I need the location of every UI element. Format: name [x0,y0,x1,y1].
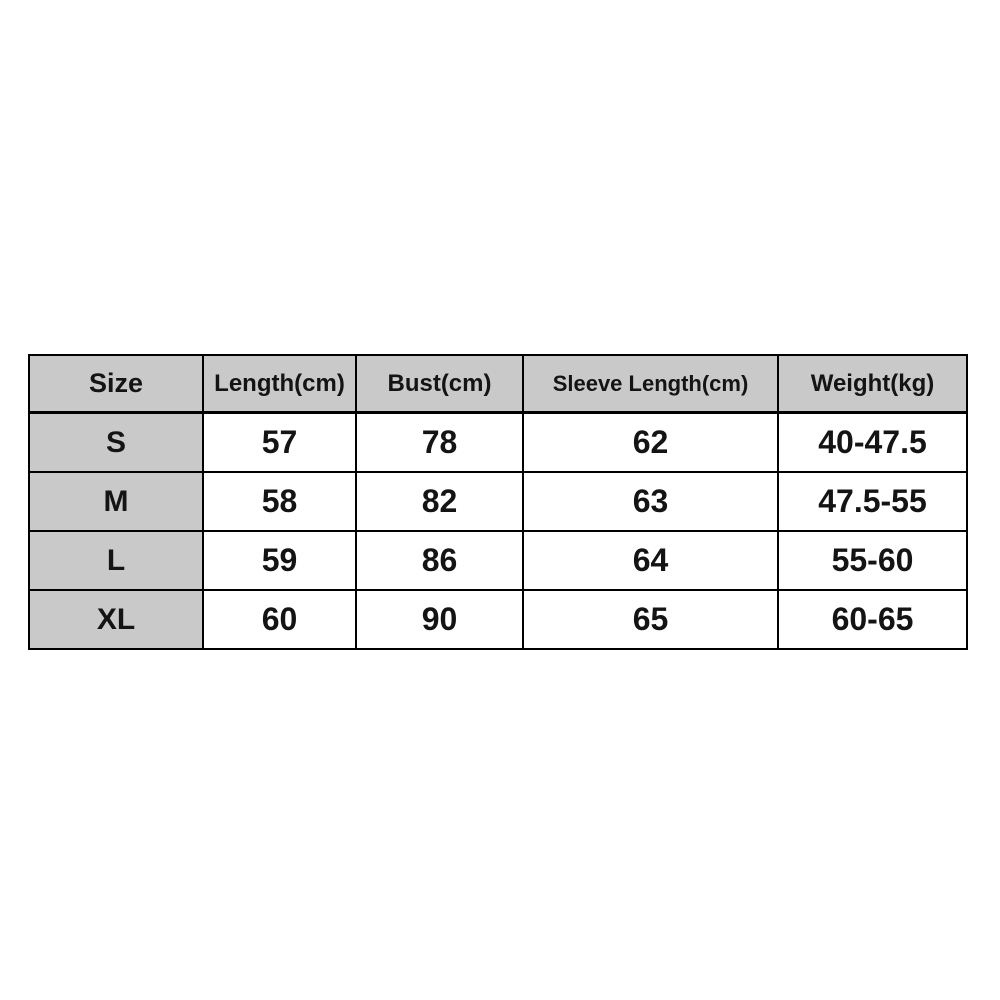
cell-sleeve-xl: 65 [523,590,778,649]
column-header-sleeve-length: Sleeve Length(cm) [523,355,778,413]
cell-bust-xl: 90 [356,590,523,649]
cell-length-xl: 60 [203,590,356,649]
cell-weight-l: 55-60 [778,531,967,590]
cell-size-xl: XL [29,590,203,649]
column-header-size: Size [29,355,203,413]
cell-length-s: 57 [203,413,356,473]
size-chart-table [28,354,968,650]
table-row-m [29,472,967,531]
cell-weight-m: 47.5-55 [778,472,967,531]
cell-weight-xl: 60-65 [778,590,967,649]
cell-size-s: S [29,413,203,473]
table-row-xl [29,590,967,649]
cell-sleeve-s: 62 [523,413,778,473]
cell-sleeve-l: 64 [523,531,778,590]
table-row-l [29,531,967,590]
size-chart-header-row [29,355,967,413]
cell-length-m: 58 [203,472,356,531]
cell-sleeve-m: 63 [523,472,778,531]
cell-length-l: 59 [203,531,356,590]
column-header-length: Length(cm) [203,355,356,413]
cell-bust-m: 82 [356,472,523,531]
cell-bust-s: 78 [356,413,523,473]
column-header-bust: Bust(cm) [356,355,523,413]
cell-weight-s: 40-47.5 [778,413,967,473]
cell-size-l: L [29,531,203,590]
cell-bust-l: 86 [356,531,523,590]
cell-size-m: M [29,472,203,531]
table-row-s [29,413,967,473]
column-header-weight: Weight(kg) [778,355,967,413]
